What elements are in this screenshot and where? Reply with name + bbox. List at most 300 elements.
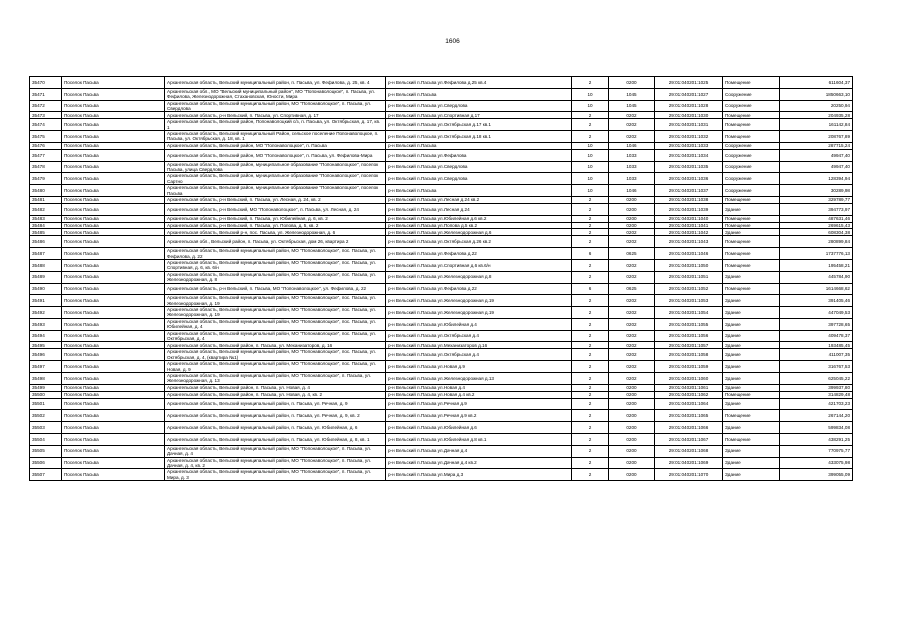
cadastral-value-cell: 399937,80 [780, 384, 853, 391]
cadastral-value-cell: 770975,77 [780, 445, 853, 457]
table-row [30, 342, 853, 349]
location-cell: р-н Вельский п.Пасьва ул.Лесная д.24 кв.2 [386, 196, 572, 203]
settlement-cell: Поселок Пасьва [62, 222, 165, 229]
object-type-cell: Сооружение [723, 173, 780, 185]
code-cell: 2 [572, 119, 609, 131]
code-cell: 2 [572, 398, 609, 410]
table-row [30, 203, 853, 215]
cadastral-value-cell: 204935,28 [780, 112, 853, 119]
object-type-cell: Сооружение [723, 149, 780, 161]
object-type-cell: Помещение [723, 283, 780, 295]
cadastral-number-cell: 29:01:040201:1046 [655, 248, 723, 260]
address-cell: Архангельская область, Вельский район, муниципальное образование "Попонаволоцкое", поселок Сартно [165, 173, 386, 185]
row-id-cell: 35480 [30, 185, 62, 197]
code-cell: 2 [572, 410, 609, 422]
location-cell: р-н Вельский п.Пасьва ул.Свердлова [386, 100, 572, 112]
class-code-cell: 0200 [609, 469, 655, 481]
cadastral-number-cell: 29:01:040201:1055 [655, 318, 723, 330]
object-type-cell: Здание [723, 271, 780, 283]
code-cell: 10 [572, 149, 609, 161]
settlement-cell: Поселок Пасьва [62, 410, 165, 422]
settlement-cell: Поселок Пасьва [62, 398, 165, 410]
cadastral-value-cell: 411007,35 [780, 349, 853, 361]
address-cell: Архангельская область, Вельский район, муниципальное образование "Попонаволоцкое", поселок Пасьва, улица Свердлова [165, 161, 386, 173]
cadastral-value-cell: 193485,45 [780, 342, 853, 349]
object-type-cell: Здание [723, 457, 780, 469]
code-cell: 10 [572, 185, 609, 197]
cadastral-value-cell: 611604,37 [780, 77, 853, 89]
cadastral-number-cell: 29:01:040201:1065 [655, 410, 723, 422]
row-id-cell: 35506 [30, 457, 62, 469]
location-cell: р-н Вельский п.Пасьва ул.Свердлова [386, 173, 572, 185]
cadastral-number-cell: 29:01:040201:1066 [655, 422, 723, 434]
cadastral-value-cell: 625045,22 [780, 372, 853, 384]
cadastral-number-cell: 29:01:040201:1039 [655, 203, 723, 215]
cadastral-number-cell: 29:01:040201:1027 [655, 88, 723, 100]
cadastral-number-cell: 29:01:040201:1031 [655, 119, 723, 131]
object-type-cell: Здание [723, 295, 780, 307]
table-row [30, 77, 853, 89]
address-cell: Архангельская область, Вельский муниципальный район, п. Пасьва, ул. Речная, д. 9 [165, 398, 386, 410]
location-cell: р-н Вельский п.Пасьва ул.Железнодорожная д.19 [386, 295, 572, 307]
table-row [30, 142, 853, 149]
table-row [30, 229, 853, 236]
object-type-cell: Помещение [723, 112, 780, 119]
cadastral-value-cell: 316767,53 [780, 361, 853, 373]
cadastral-value-cell: 280899,84 [780, 236, 853, 248]
code-cell: 2 [572, 77, 609, 89]
cadastral-value-cell: 269615,43 [780, 222, 853, 229]
table-row [30, 391, 853, 398]
code-cell: 10 [572, 161, 609, 173]
object-type-cell: Помещение [723, 222, 780, 229]
settlement-cell: Поселок Пасьва [62, 384, 165, 391]
address-cell: Архангельская область, Вельский муниципальный район, п. Пасьва, ул. Юбилейная, д. 8, кв. 1 [165, 433, 386, 445]
cadastral-value-cell: 208767,89 [780, 131, 853, 143]
table-row [30, 215, 853, 222]
cadastral-number-cell: 29:01:040201:1054 [655, 307, 723, 319]
cadastral-number-cell: 29:01:040201:1060 [655, 372, 723, 384]
location-cell: р-н Вельский п.Пасьва ул.Мира д.3 [386, 469, 572, 481]
table-row [30, 318, 853, 330]
object-type-cell: Помещение [723, 236, 780, 248]
class-code-cell: 1033 [609, 149, 655, 161]
object-type-cell: Здание [723, 307, 780, 319]
cadastral-number-cell: 29:01:040201:1068 [655, 445, 723, 457]
cadastral-value-cell: 599834,08 [780, 422, 853, 434]
row-id-cell: 35482 [30, 203, 62, 215]
address-cell: Архангельская область, Вельский муниципальный район, п. Пасьва, ул. Юбилейная, д. 6 [165, 422, 386, 434]
cadastral-value-cell: 49947,40 [780, 161, 853, 173]
row-id-cell: 35481 [30, 196, 62, 203]
cadastral-value-cell: 1614668,62 [780, 283, 853, 295]
location-cell: р-н Вельский п.Пасьва ул.Механизаторов д.16 [386, 342, 572, 349]
row-id-cell: 35495 [30, 342, 62, 349]
settlement-cell: Поселок Пасьва [62, 259, 165, 271]
table-row [30, 422, 853, 434]
table-row [30, 457, 853, 469]
class-code-cell: 0200 [609, 77, 655, 89]
cadastral-number-cell: 29:01:040201:1028 [655, 100, 723, 112]
address-cell: Архангельская область, р-н Вельский, п. Пасьва, ул. Юбилейная, д. 6, кв. 2 [165, 215, 386, 222]
cadastral-value-cell: 487631,46 [780, 215, 853, 222]
table-row [30, 271, 853, 283]
table-row [30, 445, 853, 457]
settlement-cell: Поселок Пасьва [62, 307, 165, 319]
table-row [30, 119, 853, 131]
class-code-cell: 0200 [609, 196, 655, 203]
class-code-cell: 0200 [609, 203, 655, 215]
address-cell: Архангельская область, Вельский район, муниципальное образование "Попонаволоцкое", поселок Пасьва [165, 185, 386, 197]
cadastral-value-cell: 287715,24 [780, 142, 853, 149]
location-cell: р-н Вельский п.Пасьва ул.Октябрьская д.26 кв.2 [386, 236, 572, 248]
settlement-cell: Поселок Пасьва [62, 330, 165, 342]
cadastral-number-cell: 29:01:040201:1025 [655, 77, 723, 89]
table-row [30, 469, 853, 481]
row-id-cell: 35503 [30, 422, 62, 434]
settlement-cell: Поселок Пасьва [62, 295, 165, 307]
table-row [30, 330, 853, 342]
class-code-cell: 0200 [609, 215, 655, 222]
class-code-cell: 0202 [609, 318, 655, 330]
address-cell: Архангельская область, р-н Вельский, п. Пасьва, ул. Лесная, д. 24, кв. 2 [165, 196, 386, 203]
settlement-cell: Поселок Пасьва [62, 271, 165, 283]
location-cell: р-н Вельский п.Пасьва [386, 142, 572, 149]
row-id-cell: 35474 [30, 119, 62, 131]
code-cell: 2 [572, 445, 609, 457]
object-type-cell: Здание [723, 445, 780, 457]
settlement-cell: Поселок Пасьва [62, 161, 165, 173]
settlement-cell: Поселок Пасьва [62, 236, 165, 248]
settlement-cell: Поселок Пасьва [62, 445, 165, 457]
address-cell: Архангельская область, Вельский муниципальный район, МО "Попонаволоцкое", п. Пасьва, ул. Дачная, д. 4, кв. 2 [165, 457, 386, 469]
cadastral-value-cell: 267144,20 [780, 410, 853, 422]
cadastral-value-cell: 1737776,13 [780, 248, 853, 260]
cadastral-number-cell: 29:01:040201:1056 [655, 330, 723, 342]
address-cell: Архангельская область, Вельский муниципальный район, МО "Попонаволоцкое", пос. Пасьва, ул. Фефилова, д. 22 [165, 248, 386, 260]
code-cell: 10 [572, 88, 609, 100]
row-id-cell: 35479 [30, 173, 62, 185]
class-code-cell: 0200 [609, 391, 655, 398]
object-type-cell: Сооружение [723, 100, 780, 112]
cadastral-value-cell: 195458,21 [780, 259, 853, 271]
address-cell: Архангельская область, Вельский муниципальный район, МО "Попонаволоцкое", пос. Пасьва, ул. Октябрьская, д. 4 [165, 330, 386, 342]
cadastral-number-cell: 29:01:040201:1069 [655, 457, 723, 469]
class-code-cell: 0202 [609, 236, 655, 248]
object-type-cell: Помещение [723, 433, 780, 445]
table-row [30, 361, 853, 373]
object-type-cell: Помещение [723, 131, 780, 143]
class-code-cell: 0202 [609, 295, 655, 307]
settlement-cell: Поселок Пасьва [62, 229, 165, 236]
code-cell: 2 [572, 222, 609, 229]
object-type-cell: Здание [723, 398, 780, 410]
settlement-cell: Поселок Пасьва [62, 433, 165, 445]
location-cell: р-н Вельский п.Пасьва ул.Железнодорожная д.6 [386, 229, 572, 236]
address-cell: Архангельская область, Вельский район, МО "Попонаволоцкое", п. Пасьва [165, 142, 386, 149]
cadastral-number-cell: 29:01:040201:1050 [655, 259, 723, 271]
row-id-cell: 35477 [30, 149, 62, 161]
object-type-cell: Помещение [723, 391, 780, 398]
address-cell: Архангельская область, Вельский район, Попонаволоцкий с/з, п. Пасьва, ул. Октябрьская, д. 17, кв. 1 [165, 119, 386, 131]
table-row [30, 349, 853, 361]
cadastral-number-cell: 29:01:040201:1040 [655, 215, 723, 222]
class-code-cell: 0202 [609, 307, 655, 319]
cadastral-number-cell: 29:01:040201:1038 [655, 196, 723, 203]
class-code-cell: 0200 [609, 398, 655, 410]
cadastral-value-cell: 445784,90 [780, 271, 853, 283]
class-code-cell: 1046 [609, 185, 655, 197]
table-row [30, 222, 853, 229]
object-type-cell: Здание [723, 372, 780, 384]
table-row [30, 149, 853, 161]
table-row [30, 112, 853, 119]
row-id-cell: 35470 [30, 77, 62, 89]
cadastral-number-cell: 29:01:040201:1058 [655, 349, 723, 361]
cadastral-value-cell: 20250,94 [780, 100, 853, 112]
location-cell: р-н Вельский п.Пасьва ул.Речная д.9 кв.2 [386, 410, 572, 422]
object-type-cell: Помещение [723, 410, 780, 422]
location-cell: р-н Вельский п.Пасьва ул.Дачная д.4 [386, 445, 572, 457]
location-cell: р-н Вельский п.Пасьва ул.Спортивная д.6 кв.6/н [386, 259, 572, 271]
address-cell: Архангельская обл., МО "Вельский муниципальный район", МО "Попонаволоцкое", п. Пасьва, ул. Фефилова, Железнодорожная, Стахановская, Юности, Мира [165, 88, 386, 100]
cadastral-number-cell: 29:01:040201:1057 [655, 342, 723, 349]
address-cell: Архангельская область, р-н Вельский, п. Пасьва, ул. Спортивная, д. 17 [165, 112, 386, 119]
cadastral-value-cell: 161142,84 [780, 119, 853, 131]
cadastral-value-cell: 421703,23 [780, 398, 853, 410]
code-cell: 2 [572, 342, 609, 349]
location-cell: р-н Вельский п.Пасьва ул.Октябрьская д.17 кв.1 [386, 119, 572, 131]
settlement-cell: Поселок Пасьва [62, 361, 165, 373]
code-cell: 6 [572, 248, 609, 260]
row-id-cell: 35488 [30, 259, 62, 271]
address-cell: Архангельская область, Вельский район, МО "Попонаволоцкое", п. Пасьва, ул. Фефилова-Мира [165, 149, 386, 161]
table-row [30, 248, 853, 260]
object-type-cell: Здание [723, 229, 780, 236]
location-cell: р-н Вельский п.Пасьва ул.Юбилейная д.6 кв.2 [386, 215, 572, 222]
class-code-cell: 0200 [609, 422, 655, 434]
cadastral-number-cell: 29:01:040201:1051 [655, 271, 723, 283]
table-row [30, 283, 853, 295]
table-row [30, 88, 853, 100]
table-row [30, 433, 853, 445]
row-id-cell: 35487 [30, 248, 62, 260]
class-code-cell: 0200 [609, 410, 655, 422]
address-cell: Архангельская область, Вельский муниципальный район, п. Пасьва, ул. Речная, д. 9, кв. 2 [165, 410, 386, 422]
object-type-cell: Здание [723, 342, 780, 349]
code-cell: 2 [572, 422, 609, 434]
location-cell: р-н Вельский п.Пасьва ул.Фефилова [386, 149, 572, 161]
object-type-cell: Здание [723, 384, 780, 391]
row-id-cell: 35493 [30, 318, 62, 330]
cadastral-value-cell: 49947,40 [780, 149, 853, 161]
code-cell: 6 [572, 283, 609, 295]
address-cell: Архангельская область, Вельский муниципальный район, МО "Попонаволоцкое", п. Пасьва, ул. Мира, д. 3 [165, 469, 386, 481]
table-row [30, 236, 853, 248]
code-cell: 2 [572, 318, 609, 330]
row-id-cell: 35499 [30, 384, 62, 391]
row-id-cell: 35501 [30, 398, 62, 410]
table-row [30, 259, 853, 271]
table-row [30, 372, 853, 384]
cadastral-number-cell: 29:01:040201:1070 [655, 469, 723, 481]
object-type-cell: Здание [723, 469, 780, 481]
row-id-cell: 35505 [30, 445, 62, 457]
class-code-cell: 0202 [609, 259, 655, 271]
cadastral-number-cell: 29:01:040201:1053 [655, 295, 723, 307]
table-row [30, 410, 853, 422]
cadastral-value-cell: 608304,38 [780, 229, 853, 236]
address-cell: Архангельская область, Вельский район, п. Пасьва, ул. Новая, д. 4, кв. 2 [165, 391, 386, 398]
cadastral-number-cell: 29:01:040201:1062 [655, 391, 723, 398]
class-code-cell: 0202 [609, 330, 655, 342]
address-cell: Архангельская область, Вельский муниципальный район, МО "Попонаволоцкое", пос. Пасьва, ул. Железнодорожная, д. 19 [165, 307, 386, 319]
class-code-cell: 0200 [609, 433, 655, 445]
cadastral-value-cell: 128394,94 [780, 173, 853, 185]
class-code-cell: 1033 [609, 161, 655, 173]
location-cell: р-н Вельский п.Пасьва ул.Попова д.5 кв.2 [386, 222, 572, 229]
location-cell: р-н Вельский п.Пасьва ул.Спортивная д.17 [386, 112, 572, 119]
code-cell: 2 [572, 469, 609, 481]
cadastral-value-cell: 433075,98 [780, 457, 853, 469]
address-cell: Архангельская область, Вельский муниципальный район, МО "Попонаволоцкое", пос. Пасьва, ул. Железнодорожная, д. 19 [165, 295, 386, 307]
table-row [30, 196, 853, 203]
cadastral-number-cell: 29:01:040201:1061 [655, 384, 723, 391]
code-cell: 2 [572, 372, 609, 384]
location-cell: р-н Вельский п.Пасьва ул.Железнодорожная д.13 [386, 372, 572, 384]
location-cell: р-н Вельский п.Пасьва [386, 185, 572, 197]
property-registry-table [29, 76, 853, 481]
code-cell: 2 [572, 259, 609, 271]
code-cell: 2 [572, 203, 609, 215]
location-cell: р-н Вельский п.Пасьва ул.Дачная д.4 кв.2 [386, 457, 572, 469]
row-id-cell: 35486 [30, 236, 62, 248]
cadastral-number-cell: 29:01:040201:1052 [655, 283, 723, 295]
row-id-cell: 35489 [30, 271, 62, 283]
settlement-cell: Поселок Пасьва [62, 372, 165, 384]
class-code-cell: 1033 [609, 173, 655, 185]
class-code-cell: 0200 [609, 457, 655, 469]
cadastral-value-cell: 399055,09 [780, 469, 853, 481]
address-cell: Архангельская область, Вельский муниципальный район, МО "Попонаволоцкое", пос. Пасьва, ул. Спортивная, д. 6, кв. 6/н [165, 259, 386, 271]
row-id-cell: 35476 [30, 142, 62, 149]
object-type-cell: Здание [723, 330, 780, 342]
code-cell: 2 [572, 433, 609, 445]
location-cell: р-н Вельский п.Пасьва ул.Юбилейная д.4 [386, 318, 572, 330]
settlement-cell: Поселок Пасьва [62, 173, 165, 185]
cadastral-number-cell: 29:01:040201:1064 [655, 398, 723, 410]
class-code-cell: 0202 [609, 229, 655, 236]
location-cell: р-н Вельский п.Пасьва ул.Речная д.9 [386, 398, 572, 410]
cadastral-value-cell: 394773,97 [780, 203, 853, 215]
cadastral-number-cell: 29:01:040201:1067 [655, 433, 723, 445]
object-type-cell: Здание [723, 422, 780, 434]
address-cell: Архангельская область, р-н Вельский, МО "Попонаволоцкое", п. Пасьва, ул. Лесная, д. 24 [165, 203, 386, 215]
cadastral-number-cell: 29:01:040201:1041 [655, 222, 723, 229]
row-id-cell: 35504 [30, 433, 62, 445]
location-cell: р-н Вельский п.Пасьва ул.Октябрьская д.18 кв.1 [386, 131, 572, 143]
settlement-cell: Поселок Пасьва [62, 391, 165, 398]
object-type-cell: Помещение [723, 77, 780, 89]
cadastral-number-cell: 29:01:040201:1043 [655, 236, 723, 248]
settlement-cell: Поселок Пасьва [62, 131, 165, 143]
settlement-cell: Поселок Пасьва [62, 457, 165, 469]
class-code-cell: 0202 [609, 131, 655, 143]
location-cell: р-н Вельский п.Пасьва ул.Фефилова д.25 кв.4 [386, 77, 572, 89]
class-code-cell: 1045 [609, 88, 655, 100]
object-type-cell: Помещение [723, 215, 780, 222]
settlement-cell: Поселок Пасьва [62, 196, 165, 203]
cadastral-number-cell: 29:01:040201:1042 [655, 229, 723, 236]
table-row [30, 173, 853, 185]
cadastral-number-cell: 29:01:040201:1034 [655, 149, 723, 161]
settlement-cell: Поселок Пасьва [62, 77, 165, 89]
code-cell: 2 [572, 307, 609, 319]
class-code-cell: 0200 [609, 384, 655, 391]
class-code-cell: 0202 [609, 119, 655, 131]
cadastral-value-cell: 438291,25 [780, 433, 853, 445]
table-row [30, 384, 853, 391]
table-row [30, 161, 853, 173]
class-code-cell: 0625 [609, 248, 655, 260]
location-cell: р-н Вельский п.Пасьва [386, 88, 572, 100]
settlement-cell: Поселок Пасьва [62, 318, 165, 330]
object-type-cell: Помещение [723, 119, 780, 131]
settlement-cell: Поселок Пасьва [62, 469, 165, 481]
cadastral-number-cell: 29:01:040201:1033 [655, 142, 723, 149]
class-code-cell: 0625 [609, 283, 655, 295]
location-cell: р-н Вельский п.Пасьва ул.Юбилейная д.8 кв.1 [386, 433, 572, 445]
class-code-cell: 0202 [609, 372, 655, 384]
row-id-cell: 35498 [30, 372, 62, 384]
settlement-cell: Поселок Пасьва [62, 342, 165, 349]
row-id-cell: 35491 [30, 295, 62, 307]
code-cell: 2 [572, 229, 609, 236]
class-code-cell: 0202 [609, 342, 655, 349]
address-cell: Архангельская область, Вельский муниципальный район, МО "Попонаволоцкое", пос. Пасьва, ул. Юбилейная, д. 4 [165, 318, 386, 330]
table-row [30, 131, 853, 143]
class-code-cell: 0202 [609, 271, 655, 283]
code-cell: 2 [572, 215, 609, 222]
settlement-cell: Поселок Пасьва [62, 100, 165, 112]
settlement-cell: Поселок Пасьва [62, 283, 165, 295]
address-cell: Архангельская область, Вельский муниципальный район, МО "Попонаволоцкое", п. Пасьва, ул. Железнодорожная, д. 13 [165, 372, 386, 384]
code-cell: 2 [572, 236, 609, 248]
address-cell: Архангельская область, р-н Вельский, п. Пасьва, ул. Попова, д. 5, кв. 2 [165, 222, 386, 229]
page-number: 1606 [445, 38, 460, 45]
code-cell: 2 [572, 391, 609, 398]
cadastral-value-cell: 30289,98 [780, 185, 853, 197]
object-type-cell: Сооружение [723, 161, 780, 173]
code-cell: 10 [572, 100, 609, 112]
cadastral-number-cell: 29:01:040201:1032 [655, 131, 723, 143]
class-code-cell: 0200 [609, 445, 655, 457]
code-cell: 10 [572, 142, 609, 149]
object-type-cell: Здание [723, 203, 780, 215]
row-id-cell: 35502 [30, 410, 62, 422]
address-cell: Архангельская область, р-н Вельский, п. Пасьва, МО "Попонаволоцкое", ул. Фефилова, д. 22 [165, 283, 386, 295]
code-cell: 10 [572, 173, 609, 185]
location-cell: р-н Вельский п.Пасьва ул.Новая д.4 кв.2 [386, 391, 572, 398]
row-id-cell: 35475 [30, 131, 62, 143]
cadastral-number-cell: 29:01:040201:1035 [655, 161, 723, 173]
location-cell: р-н Вельский п.Пасьва ул.Октябрьская д.4 [386, 349, 572, 361]
code-cell: 2 [572, 112, 609, 119]
settlement-cell: Поселок Пасьва [62, 185, 165, 197]
location-cell: р-н Вельский п.Пасьва ул.Октябрьская д.4 [386, 330, 572, 342]
settlement-cell: Поселок Пасьва [62, 88, 165, 100]
address-cell: Архангельская область, Вельский муниципальный район, п. Пасьва, ул. Фефилова, д. 25, кв. 4 [165, 77, 386, 89]
